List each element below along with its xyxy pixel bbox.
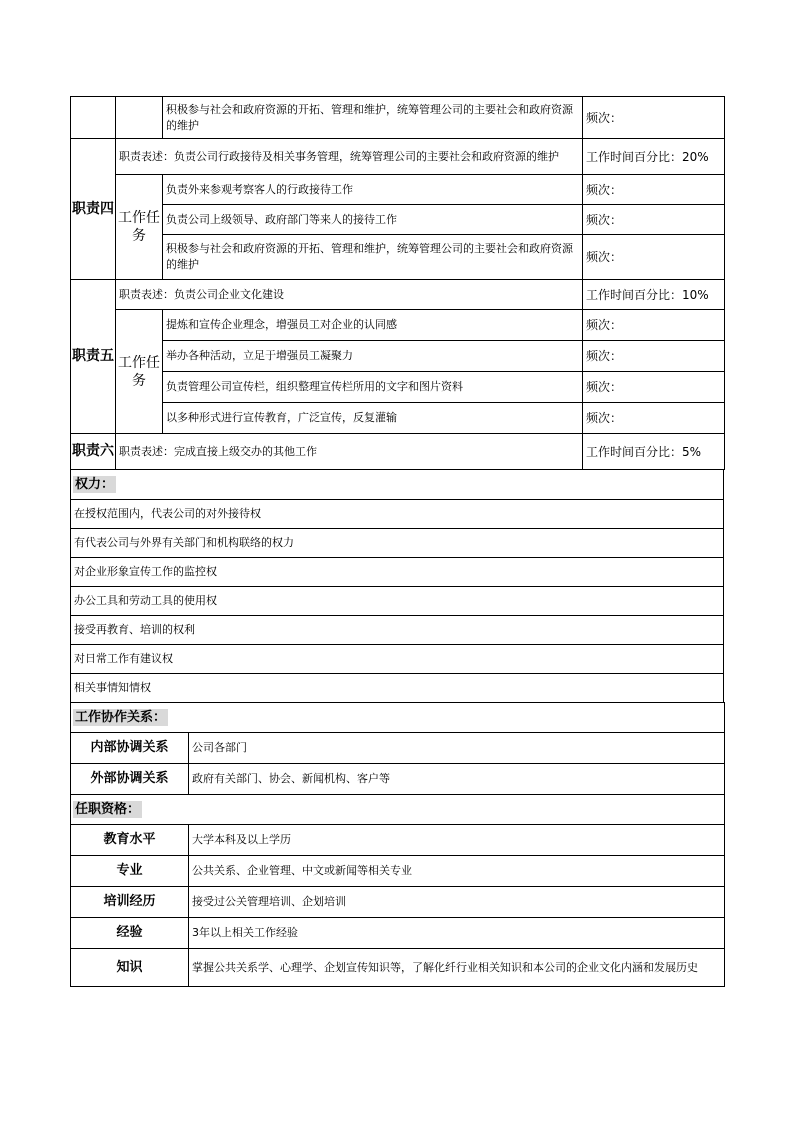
qualification-value: 掌握公共关系学、心理学、企划宣传知识等，了解化纤行业相关知识和本公司的企业文化内涵和发展历史: [189, 949, 725, 987]
task-text: 以多种形式进行宣传教育，广泛宣传，反复灌输: [163, 403, 583, 434]
task-text: 负责公司上级领导、政府部门等来人的接待工作: [163, 205, 583, 235]
task-text: 积极参与社会和政府资源的开拓、管理和维护，统筹管理公司的主要社会和政府资源的维护: [163, 235, 583, 280]
relations-title: 工作协作关系：: [75, 709, 167, 725]
task-frequency: 频次：: [583, 205, 725, 235]
duty5-task-row: [71, 372, 725, 403]
duty6-time-percentage: 工作时间百分比：5%: [583, 434, 725, 470]
duty4-time-percentage: 工作时间百分比：20%: [583, 139, 725, 175]
relation-label: 内部协调关系: [71, 733, 189, 764]
task-frequency: 频次：: [583, 310, 725, 341]
power-item: 在授权范围内，代表公司的对外接待权: [71, 500, 724, 529]
duty-continuation-row: [71, 97, 725, 139]
qualification-label: 经验: [71, 918, 189, 949]
duty6-description: 职责表述：完成直接上级交办的其他工作: [116, 434, 583, 470]
duty4-task-row: [71, 175, 725, 205]
job-description-page: [70, 96, 724, 987]
task-frequency: 频次：: [583, 97, 725, 139]
qualifications-table: [70, 794, 725, 987]
duties-table: [70, 96, 725, 470]
duty5-tasks-label: 工作任务: [116, 310, 163, 434]
relation-value: 公司各部门: [189, 733, 725, 764]
relation-value: 政府有关部门、协会、新闻机构、客户等: [189, 764, 725, 795]
qualification-label: 培训经历: [71, 887, 189, 918]
qualification-value: 3年以上相关工作经验: [189, 918, 725, 949]
relations-section-title: [71, 703, 725, 733]
power-item: 相关事情知情权: [71, 674, 724, 703]
duty4-number: 职责四: [71, 139, 116, 280]
powers-table: [70, 469, 724, 703]
duty6-number: 职责六: [71, 434, 116, 470]
power-item: 办公工具和劳动工具的使用权: [71, 587, 724, 616]
duty4-description: 职责表述：负责公司行政接待及相关事务管理，统筹管理公司的主要社会和政府资源的维护: [116, 139, 583, 175]
duty5-description-row: [71, 280, 725, 310]
duty5-time-percentage: 工作时间百分比：10%: [583, 280, 725, 310]
task-text: 负责外来参观考察客人的行政接待工作: [163, 175, 583, 205]
empty-cell: [71, 97, 116, 139]
duty4-tasks-label: 工作任务: [116, 175, 163, 280]
task-frequency: 频次：: [583, 175, 725, 205]
duty5-description: 职责表述：负责公司企业文化建设: [116, 280, 583, 310]
qualification-value: 接受过公关管理培训、企划培训: [189, 887, 725, 918]
powers-title: 权力：: [75, 476, 115, 492]
task-text: 举办各种活动，立足于增强员工凝聚力: [163, 341, 583, 372]
qualifications-section-title: [71, 795, 725, 825]
empty-cell: [116, 97, 163, 139]
power-item: 接受再教育、培训的权利: [71, 616, 724, 645]
duty4-description-row: [71, 139, 725, 175]
task-frequency: 频次：: [583, 341, 725, 372]
relations-table: [70, 702, 725, 795]
task-text: 提炼和宣传企业理念，增强员工对企业的认同感: [163, 310, 583, 341]
power-item: 有代表公司与外界有关部门和机构联络的权力: [71, 529, 724, 558]
qualification-value: 大学本科及以上学历: [189, 825, 725, 856]
task-frequency: 频次：: [583, 403, 725, 434]
duty5-number: 职责五: [71, 280, 116, 434]
task-frequency: 频次：: [583, 235, 725, 280]
qualification-value: 公共关系、企业管理、中文或新闻等相关专业: [189, 856, 725, 887]
relation-label: 外部协调关系: [71, 764, 189, 795]
qualifications-title: 任职资格：: [75, 801, 141, 817]
duty5-task-row: [71, 403, 725, 434]
duty4-task-row: [71, 205, 725, 235]
task-text: 积极参与社会和政府资源的开拓、管理和维护，统筹管理公司的主要社会和政府资源的维护: [163, 97, 583, 139]
qualification-label: 知识: [71, 949, 189, 987]
qualification-label: 专业: [71, 856, 189, 887]
task-text: 负责管理公司宣传栏，组织整理宣传栏所用的文字和图片资料: [163, 372, 583, 403]
duty6-row: [71, 434, 725, 470]
duty5-task-row: [71, 310, 725, 341]
powers-section-title: [71, 470, 724, 500]
duty5-task-row: [71, 341, 725, 372]
duty4-task-row: [71, 235, 725, 280]
power-item: 对日常工作有建议权: [71, 645, 724, 674]
qualification-label: 教育水平: [71, 825, 189, 856]
task-frequency: 频次：: [583, 372, 725, 403]
power-item: 对企业形象宣传工作的监控权: [71, 558, 724, 587]
